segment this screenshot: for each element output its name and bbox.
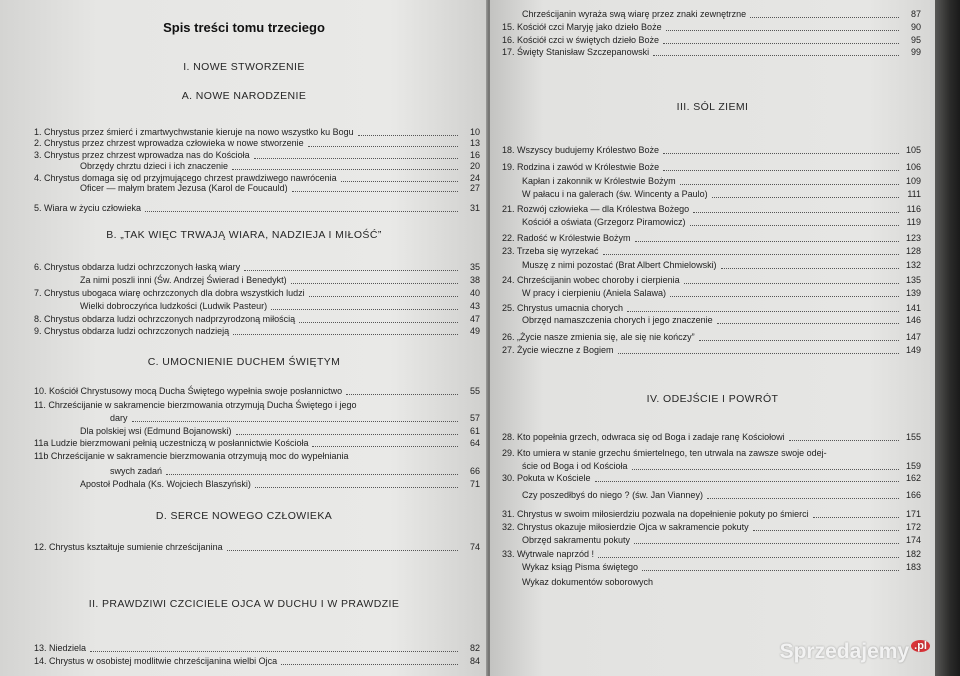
toc-entry-title: 18. Wszyscy budujemy Królestwo Boże xyxy=(502,145,660,155)
dotted-leader xyxy=(789,440,899,441)
toc-entry-title: Wielki dobroczyńca ludzkości (Ludwik Pasteur) xyxy=(80,301,268,311)
dotted-leader xyxy=(712,197,899,198)
toc-entry xyxy=(502,471,921,485)
dotted-leader xyxy=(717,323,899,324)
toc-entry-page-number: 61 xyxy=(469,426,480,436)
toc-entry xyxy=(502,520,921,534)
dotted-leader xyxy=(663,153,899,154)
dotted-leader xyxy=(309,296,458,297)
toc-entry-title: 27. Życie wieczne z Bogiem xyxy=(502,345,614,355)
toc-entry xyxy=(110,411,480,425)
toc-entry-title: Kościół a oświata (Grzegorz Piramowicz) xyxy=(522,217,686,227)
toc-entry xyxy=(502,430,921,444)
dotted-leader xyxy=(227,550,458,551)
toc-entry xyxy=(502,143,921,157)
dotted-leader xyxy=(236,434,458,435)
dotted-leader xyxy=(598,557,899,558)
toc-entry-page-number: 139 xyxy=(905,288,921,298)
toc-entry-page-number: 10 xyxy=(469,127,480,137)
toc-entry-page-number: 95 xyxy=(910,35,921,45)
dotted-leader xyxy=(291,283,458,284)
toc-entry-title: Kapłan i zakonnik w Królestwie Bożym xyxy=(522,176,676,186)
toc-entry-page-number: 99 xyxy=(910,47,921,57)
toc-entry-title: 22. Radość w Królestwie Bożym xyxy=(502,233,631,243)
dotted-leader xyxy=(312,446,458,447)
dotted-leader xyxy=(145,211,458,212)
toc-entry-title: 4. Chrystus domaga się od przyjmującego chrzest prawdziwego nawrócenia xyxy=(34,173,337,183)
toc-entry-page-number: 106 xyxy=(905,162,921,172)
toc-entry-title: 7. Chrystus ubogaca wiarę ochrzczonych dla dobra wszystkich ludzi xyxy=(34,288,305,298)
dotted-leader xyxy=(680,184,899,185)
toc-entry-title: 3. Chrystus przez chrzest wprowadza nas do Kościoła xyxy=(34,150,250,160)
toc-entry-page-number: 55 xyxy=(469,386,480,396)
toc-entry-page-number: 24 xyxy=(469,173,480,183)
toc-entry-title: 15. Kościół czci Maryję jako dzieło Boże xyxy=(502,22,662,32)
section-heading: D. SERCE NOWEGO CZŁOWIEKA xyxy=(155,510,333,522)
toc-entry xyxy=(522,7,921,21)
dotted-leader xyxy=(653,55,899,56)
dotted-leader xyxy=(603,254,899,255)
dotted-leader xyxy=(132,421,458,422)
toc-entry xyxy=(502,231,921,245)
toc-entry-page-number: 35 xyxy=(469,262,480,272)
toc-entry-title: 17. Święty Stanisław Szczepanowski xyxy=(502,47,650,57)
toc-entry-page-number: 166 xyxy=(905,490,921,500)
toc-entry-page-number: 183 xyxy=(905,562,921,572)
toc-entry-title: Oficer — małym bratem Jezusa (Karol de Foucauld) xyxy=(80,183,288,193)
toc-entry-title: W pracy i cierpieniu (Aniela Salawa) xyxy=(522,288,667,298)
toc-entry-page-number: 40 xyxy=(469,288,480,298)
toc-entry xyxy=(502,330,921,344)
toc-entry-page-number: 182 xyxy=(905,549,921,559)
toc-entry-title: Za nimi poszli inni (Św. Andrzej Świerad i Benedykt) xyxy=(80,275,287,285)
toc-entry-title: dary xyxy=(110,413,128,423)
toc-entry-page-number: 64 xyxy=(469,438,480,448)
toc-entry xyxy=(522,488,921,502)
page-title: Spis treści tomu trzeciego xyxy=(163,20,325,35)
toc-entry xyxy=(522,575,921,589)
toc-entry xyxy=(522,258,921,272)
dotted-leader xyxy=(699,340,899,341)
dotted-leader xyxy=(346,394,458,395)
toc-entry-title: Chrześcijanin wyraża swą wiarę przez znaki zewnętrzne xyxy=(522,9,747,19)
toc-entry-title: Wykaz dokumentów soborowych xyxy=(522,577,653,587)
toc-entry xyxy=(80,477,480,491)
toc-entry-page-number: 128 xyxy=(905,246,921,256)
dotted-leader xyxy=(595,481,899,482)
toc-entry-page-number: 20 xyxy=(469,161,480,171)
toc-entry-title: W pałacu i na galerach (św. Wincenty a Paulo) xyxy=(522,189,708,199)
dotted-leader xyxy=(166,474,458,475)
toc-entry-title: Obrzęd sakramentu pokuty xyxy=(522,535,631,545)
dotted-leader xyxy=(618,353,899,354)
toc-entry-page-number: 43 xyxy=(469,301,480,311)
toc-entry xyxy=(522,174,921,188)
section-heading: I. NOWE STWORZENIE xyxy=(183,61,305,73)
dotted-leader xyxy=(721,268,899,269)
toc-entry-title: 9. Chrystus obdarza ludzi ochrzczonych nadzieją xyxy=(34,326,230,336)
dotted-leader xyxy=(233,334,458,335)
toc-entry xyxy=(34,641,480,655)
toc-entry-page-number: 172 xyxy=(905,522,921,532)
toc-entry-title: swych zadań xyxy=(110,466,163,476)
toc-entry xyxy=(522,533,921,547)
toc-entry xyxy=(522,286,921,300)
toc-entry-page-number: 84 xyxy=(469,656,480,666)
toc-entry xyxy=(522,215,921,229)
toc-entry-title: 2. Chrystus przez chrzest wprowadza człowieka w nowe stworzenie xyxy=(34,138,304,148)
toc-entry-page-number: 16 xyxy=(469,150,480,160)
toc-entry-page-number: 132 xyxy=(905,260,921,270)
toc-entry-page-number: 38 xyxy=(469,275,480,285)
toc-entry-title: 6. Chrystus obdarza ludzi ochrzczonych łaską wiary xyxy=(34,262,241,272)
toc-entry-page-number: 90 xyxy=(910,22,921,32)
dotted-leader xyxy=(750,17,899,18)
toc-entry-title: 10. Kościół Chrystusowy mocą Ducha Świętego wypełnia swoje posłannictwo xyxy=(34,386,343,396)
toc-entry xyxy=(522,560,921,574)
toc-entry-page-number: 116 xyxy=(906,204,921,214)
section-heading: C. UMOCNIENIE DUCHEM ŚWIĘTYM xyxy=(147,356,341,368)
toc-entry-page-number: 147 xyxy=(905,332,921,342)
toc-entry-page-number: 49 xyxy=(469,326,480,336)
dotted-leader xyxy=(271,309,458,310)
dotted-leader xyxy=(634,543,899,544)
toc-entry-title: 24. Chrześcijanin wobec choroby i cierpienia xyxy=(502,275,680,285)
toc-entry-page-number: 105 xyxy=(905,145,921,155)
toc-entry-page-number: 141 xyxy=(905,303,921,313)
right-page xyxy=(490,0,935,676)
toc-entry-page-number: 27 xyxy=(469,183,480,193)
toc-entry-page-number: 31 xyxy=(469,203,480,213)
dotted-leader xyxy=(707,498,899,499)
toc-entry xyxy=(34,449,480,463)
toc-entry xyxy=(522,313,921,327)
toc-entry-title: 14. Chrystus w osobistej modlitwie chrześcijanina wielbi Ojca xyxy=(34,656,278,666)
toc-entry xyxy=(34,398,480,412)
toc-entry-page-number: 155 xyxy=(905,432,921,442)
toc-entry-title: 12. Chrystus kształtuje sumienie chrześcijanina xyxy=(34,542,223,552)
dotted-leader xyxy=(642,570,899,571)
toc-entry-title: 8. Chrystus obdarza ludzi ochrzczonych nadprzyrodzoną miłością xyxy=(34,314,296,324)
toc-entry-page-number: 47 xyxy=(469,314,480,324)
toc-entry-page-number: 13 xyxy=(469,138,480,148)
dotted-leader xyxy=(627,311,899,312)
dotted-leader xyxy=(753,530,899,531)
toc-entry-page-number: 57 xyxy=(469,413,480,423)
toc-entry-page-number: 162 xyxy=(905,473,921,483)
dotted-leader xyxy=(281,664,458,665)
toc-entry-page-number: 66 xyxy=(469,466,480,476)
toc-entry-title: Wykaz ksiąg Pisma świętego xyxy=(522,562,638,572)
toc-entry-title: 33. Wytrwale naprzód ! xyxy=(502,549,594,559)
toc-entry-title: Obrzędy chrztu dzieci i ich znaczenie xyxy=(80,161,229,171)
dotted-leader xyxy=(255,487,458,488)
toc-entry-page-number: 171 xyxy=(905,509,921,519)
toc-entry xyxy=(502,244,921,258)
toc-entry-page-number: 82 xyxy=(469,643,480,653)
section-heading: A. NOWE NARODZENIE xyxy=(181,90,307,102)
toc-entry-title: 28. Kto popełnia grzech, odwraca się od Boga i zadaje ranę Kościołowi xyxy=(502,432,785,442)
toc-entry xyxy=(502,273,921,287)
toc-entry-title: 21. Rozwój człowieka — dla Królestwa Bożego xyxy=(502,204,690,214)
toc-entry-title: 16. Kościół czci w świętych dzieło Boże xyxy=(502,35,660,45)
toc-entry-title: 11a Ludzie bierzmowani pełnią uczestniczą w posłannictwie Kościoła xyxy=(34,438,309,448)
toc-entry-page-number: 135 xyxy=(905,275,921,285)
toc-entry-title: ście od Boga i od Kościoła xyxy=(522,461,628,471)
toc-entry-title: 29. Kto umiera w stanie grzechu śmiertelnego, ten utrwala na zawsze swoje odej- xyxy=(502,448,827,458)
toc-entry xyxy=(502,160,921,174)
section-heading: IV. ODEJŚCIE I POWRÓT xyxy=(646,393,779,405)
dotted-leader xyxy=(693,212,899,213)
toc-entry xyxy=(502,507,921,521)
page-edge-shadow xyxy=(935,0,960,676)
toc-entry xyxy=(34,384,480,398)
toc-entry xyxy=(502,446,921,460)
toc-entry-page-number: 174 xyxy=(905,535,921,545)
toc-entry xyxy=(34,324,480,338)
toc-entry-title: Dla polskiej wsi (Edmund Bojanowski) xyxy=(80,426,232,436)
dotted-leader xyxy=(663,43,899,44)
toc-entry xyxy=(502,202,921,216)
toc-entry xyxy=(34,260,480,274)
dotted-leader xyxy=(308,146,458,147)
dotted-leader xyxy=(232,169,458,170)
dotted-leader xyxy=(684,283,899,284)
toc-entry-title: Obrzęd namaszczenia chorych i jego znaczenie xyxy=(522,315,713,325)
toc-entry xyxy=(34,201,480,215)
toc-entry-title: 11. Chrześcijanie w sakramencie bierzmowania otrzymują Ducha Świętego i jego xyxy=(34,400,357,410)
dotted-leader xyxy=(666,30,899,31)
dotted-leader xyxy=(292,191,458,192)
toc-entry-page-number: 149 xyxy=(905,345,921,355)
toc-entry xyxy=(80,299,480,313)
dotted-leader xyxy=(632,469,899,470)
toc-entry xyxy=(34,540,480,554)
toc-entry-title: Apostoł Podhala (Ks. Wojciech Blaszyński) xyxy=(80,479,251,489)
toc-entry xyxy=(502,547,921,561)
toc-entry-page-number: 71 xyxy=(469,479,480,489)
dotted-leader xyxy=(635,241,899,242)
toc-entry-title: 26. „Życie nasze zmienia się, ale się nie kończy” xyxy=(502,332,695,342)
toc-entry-title: 5. Wiara w życiu człowieka xyxy=(34,203,142,213)
toc-entry-page-number: 87 xyxy=(910,9,921,19)
toc-entry-title: 23. Trzeba się wyrzekać xyxy=(502,246,599,256)
toc-entry-page-number: 146 xyxy=(905,315,921,325)
toc-entry-page-number: 111 xyxy=(907,189,921,199)
section-heading: B. „TAK WIĘC TRWAJĄ WIARA, NADZIEJA I MIŁOŚĆ” xyxy=(106,229,382,241)
toc-entry xyxy=(502,343,921,357)
toc-entry-title: 11b Chrześcijanie w sakramencie bierzmowania otrzymują moc do wypełniania xyxy=(34,451,349,461)
toc-entry xyxy=(34,286,480,300)
toc-entry-title: 32. Chrystus okazuje miłosierdzie Ojca w sakramencie pokuty xyxy=(502,522,749,532)
toc-entry-title: 30. Pokuta w Kościele xyxy=(502,473,591,483)
toc-entry xyxy=(34,436,480,450)
toc-entry-page-number: 119 xyxy=(906,217,921,227)
toc-entry-title: 31. Chrystus w swoim miłosierdziu pozwala na dopełnienie pokuty po śmierci xyxy=(502,509,809,519)
toc-entry xyxy=(502,20,921,34)
toc-entry-page-number: 123 xyxy=(905,233,921,243)
toc-entry-page-number: 74 xyxy=(469,542,480,552)
dotted-leader xyxy=(244,270,458,271)
dotted-leader xyxy=(299,322,458,323)
dotted-leader xyxy=(813,517,899,518)
toc-entry xyxy=(110,464,480,478)
section-heading: II. PRAWDZIWI CZCICIELE OJCA W DUCHU I W PRAWDZIE xyxy=(88,598,400,610)
toc-entry-title: 13. Niedziela xyxy=(34,643,87,653)
dotted-leader xyxy=(690,225,899,226)
toc-entry-page-number: 109 xyxy=(905,176,921,186)
toc-entry-page-number: 159 xyxy=(905,461,921,471)
toc-entry-title: Muszę z nimi pozostać (Brat Albert Chmielowski) xyxy=(522,260,717,270)
toc-entry xyxy=(34,654,480,668)
section-heading: III. SÓL ZIEMI xyxy=(676,101,749,113)
toc-entry xyxy=(502,45,921,59)
watermark-logo: Sprzedajemy $^{.pl}$ xyxy=(780,640,930,664)
toc-entry xyxy=(522,187,921,201)
toc-entry-title: Czy poszedłbyś do niego ? (św. Jan Vianney) xyxy=(522,490,703,500)
toc-entry-title: 25. Chrystus umacnia chorych xyxy=(502,303,624,313)
dotted-leader xyxy=(663,170,899,171)
dotted-leader xyxy=(670,296,899,297)
toc-entry-title: 1. Chrystus przez śmierć i zmartwychwstanie kieruje na nowo wszystko ku Bogu xyxy=(34,127,354,137)
dotted-leader xyxy=(90,651,458,652)
toc-entry xyxy=(80,273,480,287)
toc-entry-title: 19. Rodzina i zawód w Królestwie Boże xyxy=(502,162,660,172)
toc-entry xyxy=(80,181,480,195)
